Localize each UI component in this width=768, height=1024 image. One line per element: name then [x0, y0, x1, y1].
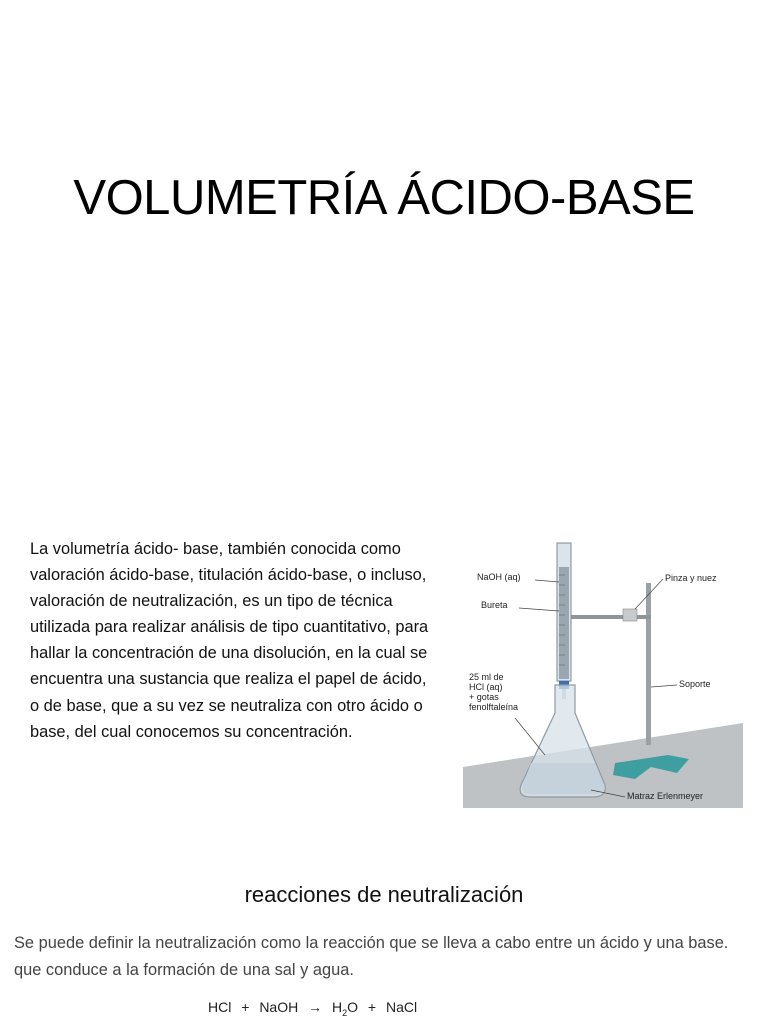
support-rod: [646, 583, 651, 745]
titration-apparatus-figure: [463, 535, 743, 808]
label-hcl-1: 25 ml de: [469, 672, 504, 682]
product-water: [332, 999, 358, 1018]
flask-solution: [522, 763, 604, 794]
water-h: H: [332, 999, 343, 1015]
water-o: O: [347, 999, 359, 1015]
reactant-hcl: HCl: [208, 999, 232, 1015]
water-subscript: 2: [342, 1007, 348, 1018]
neutralization-equation: [208, 999, 417, 1021]
label-bureta: Bureta: [481, 600, 508, 610]
section-subtitle: reacciones de neutralización: [244, 882, 524, 907]
label-hcl-3: + gotas: [469, 692, 499, 702]
label-hcl-2: HCl (aq): [469, 682, 503, 692]
plus-sign: +: [241, 999, 250, 1015]
label-soporte: Soporte: [679, 679, 711, 689]
titration-illustration: [463, 535, 743, 808]
page-title: VOLUMETRÍA ÁCIDO-BASE: [73, 171, 695, 225]
label-pinza: Pinza y nuez: [665, 573, 717, 583]
plus-sign-2: +: [367, 999, 377, 1015]
definition-paragraph: Se puede definir la neutralización como la reacción que se lleva a cabo entre un ácido y una base. que conduce a la formación de una sal y agua.: [14, 934, 729, 979]
reaction-arrow: →: [308, 999, 323, 1015]
clamp-arm: [567, 615, 651, 619]
reactant-naoh: NaOH: [259, 999, 299, 1015]
label-matraz: Matraz Erlenmeyer: [627, 791, 704, 801]
product-nacl: NaCl: [386, 999, 418, 1015]
label-naoh: NaOH (aq): [477, 572, 521, 582]
label-hcl-4: fenolftaleína: [469, 702, 519, 712]
burette-liquid: [559, 567, 569, 679]
intro-paragraph: La volumetría ácido- base, también conocida como valoración ácido-base, titulación ácido-base, o incluso, valoración de neutralización, es un tipo de técnica utilizada para realizar análisis de tipo cuantitativo, para hallar la concentración de una disolución, en la cual se encuentra una sustancia que realiza el papel de ácido, o de base, que a su vez se neutraliza con otro ácido o base, del cual conocemos su concentración.: [30, 540, 429, 741]
clamp-nut: [623, 609, 637, 621]
